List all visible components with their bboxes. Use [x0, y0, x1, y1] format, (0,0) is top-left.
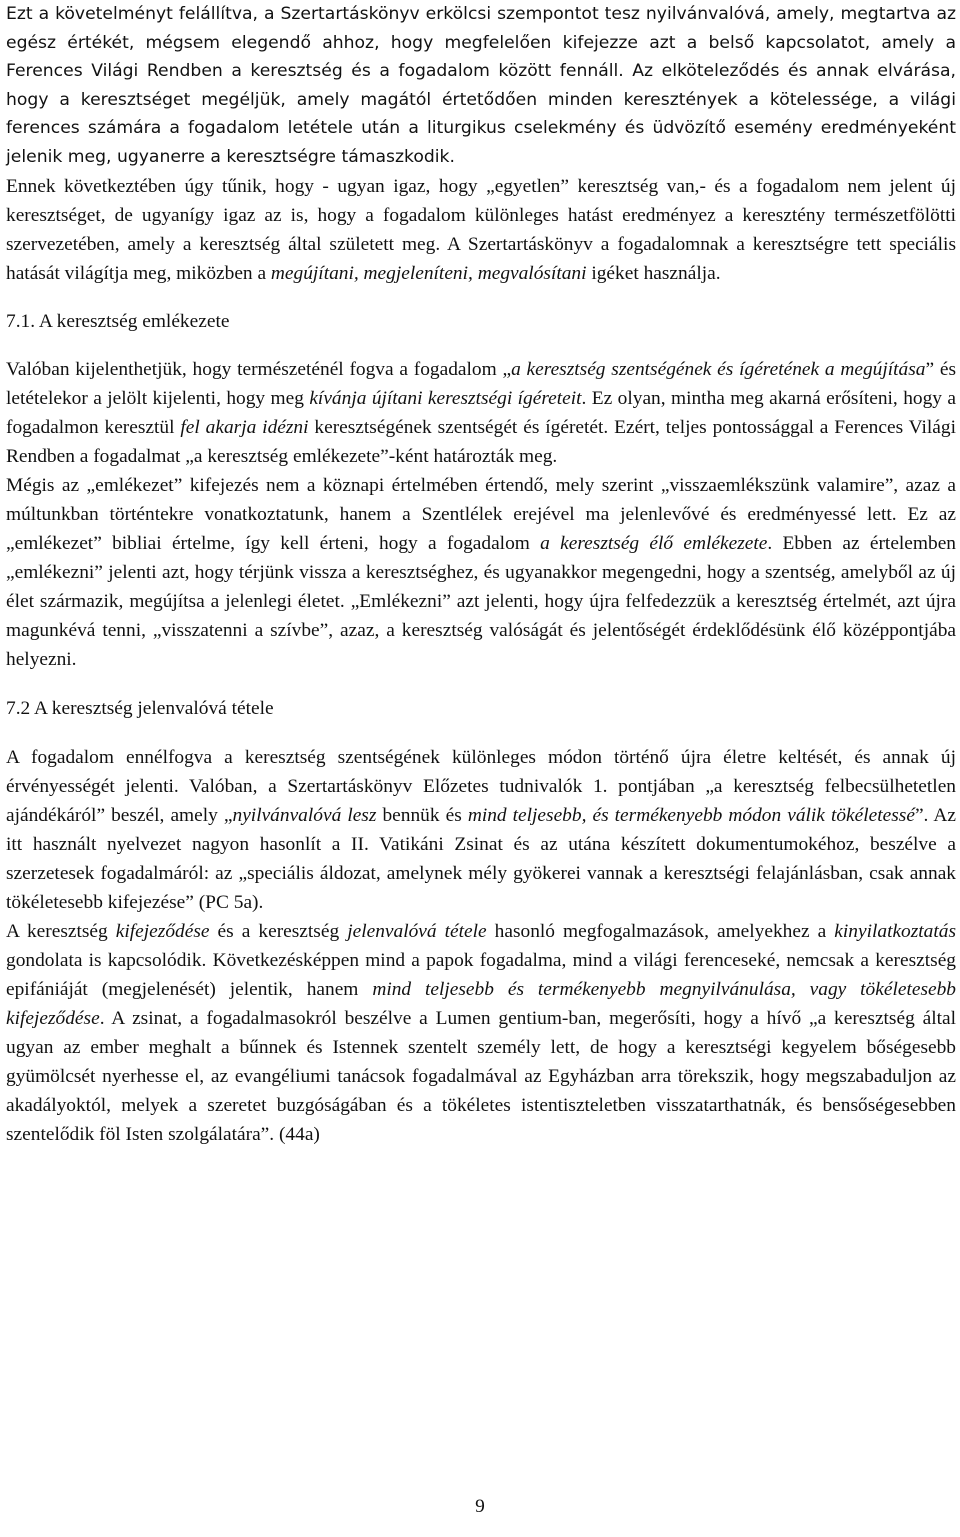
paragraph-5-text: A fogadalom ennélfogva a keresztség szentségének különleges módon történő újra életre keltését, és annak új érvényességét jelenti. Valóban, a Szertartáskönyv Előzetes tudnivalók 1. pontjában „a keresztség felbecsülhetetlen ajándékáról” beszél, amely „: [6, 746, 956, 826]
paragraph-4: [6, 471, 956, 674]
paragraph-6-text-3: hasonló megfogalmazások, amelyekhez a: [486, 920, 835, 942]
paragraph-5-text-3: ”. Az itt használt nyelvezet nagyon hasonlít a II. Vatikáni Zsinat és az utána készített dokumentumokéhoz, beszélve a szerzetesek fogadalmáról: az „speciális áldozat, amelynek mély gyökerei vannak a keresztségi felajánlásban, csak annak tökéletesebb kifejezése” (PC 5a).: [6, 804, 957, 913]
paragraph-3-text-2: ” és letételekor a jelölt kijelenti, hogy meg: [6, 358, 957, 409]
paragraph-6-italic-3: kinyilatkoztatás: [834, 920, 957, 942]
paragraph-6-italic-1: kifejeződése: [115, 920, 210, 942]
section-heading-7-1: 7.1. A keresztség emlékezete: [6, 310, 230, 332]
document-page: [6, 0, 956, 1149]
paragraph-3-italic-1: a keresztség szentségének és ígéretének a megújítása: [511, 358, 926, 380]
paragraph-1: [6, 0, 956, 172]
section-heading-7-2: 7.2 A keresztség jelenvalóvá tétele: [6, 697, 274, 719]
paragraph-2: [6, 172, 956, 288]
paragraph-2-text: Ennek következtében úgy tűnik, hogy - ugyan igaz, hogy „egyetlen” keresztség van,- és a fogadalom nem jelent új keresztséget, de ugyanígy igaz az is, hogy a fogadalom különleges hatást eredményez a keresztény természetfölötti szervezetében, amely a keresztség által született meg. A Szertartáskönyv a fogadalomnak a keresztségre tett speciális hatását világítja meg, miközben a: [6, 175, 956, 284]
paragraph-4-text: Mégis az „emlékezet” kifejezés nem a köznapi értelmében értendő, mely szerint „visszaemlékszünk valamire”, azaz a múltunkban történtekre vonatkoztatunk, hanem a Szentlélek erejével ma jelenlevővé és eredményessé lett. Ez az „emlékezet” bibliai értelme, így kell érteni, hogy a fogadalom: [6, 474, 956, 554]
paragraph-6-text-2: és a keresztség: [209, 920, 348, 942]
paragraph-4-italic: a keresztség élő emlékezete: [540, 532, 768, 554]
paragraph-3-italic-2: kívánja újítani keresztségi ígéreteit: [309, 387, 582, 409]
paragraph-3-text: Valóban kijelenthetjük, hogy természeténél fogva a fogadalom „: [6, 358, 512, 380]
paragraph-6-italic-4: mind teljesebb és termékenyebb megnyilvánulása, vagy tökéletesebb kifejeződése: [6, 978, 957, 1029]
page-number: 9: [475, 1496, 485, 1517]
paragraph-5-text-2: bennük és: [376, 804, 468, 826]
paragraph-6-text-5: . A zsinat, a fogadalmasokról beszélve a Lumen gentium-ban, megerősíti, hogy a hívő „a keresztség által ugyan az ember meghalt a bűnnek és Istennek szentelt személy lett, de hogy a keresztségi kegyelem bőségesebb gyümölcsét nyerhesse el, az evangéliumi tanácsok fogadalmával az Egyházban arra törekszik, hogy megszabaduljon az akadályoktól, melyek a szeretet buzgóságában és a tökéletes istentiszteletben visszatarthatnák, és bensőségesebben szentelődik föl Isten szolgálatára”. (44a): [6, 1007, 956, 1145]
paragraph-5: [6, 743, 956, 917]
paragraph-3: [6, 355, 956, 471]
paragraph-6-text: A keresztség: [6, 920, 116, 942]
paragraph-2-text-end: igéket használja.: [586, 262, 721, 284]
paragraph-3-text-4: keresztségének szentségét és ígéretét. Ezért, teljes pontossággal a Ferences Világi Rendben a fogadalmat „a keresztség emlékezete”-ként határozták meg.: [6, 416, 956, 467]
paragraph-2-italic: megújítani, megjeleníteni, megvalósítani: [270, 262, 587, 284]
paragraph-1-text: Ezt a követelményt felállítva, a Szertartáskönyv erkölcsi szempontot tesz nyilvánvalóvá, amely, megtartva az egész értékét, mégsem elegendő ahhoz, hogy megfelelően kifejezze azt a belső kapcsolatot, amely a Ferences Világi Rendben a keresztség és a fogadalom között fennáll. Az elköteleződés és annak elvárása, hogy a keresztséget megéljük, amely magától értetődően minden keresztények a kötelessége, a világi ferences számára a fogadalom letétele után a liturgikus cselekmény és üdvözítő esemény eredményeként jelenik meg, ugyanerre a keresztségre támaszkodik.: [6, 4, 956, 167]
paragraph-6-italic-2: jelenvalóvá tétele: [347, 920, 487, 942]
paragraph-6-text-4: gondolata is kapcsolódik. Következésképpen mind a papok fogadalma, mind a világi ferenceseké, nemcsak a keresztség epifániáját (megjelenését) jelentik, hanem: [6, 949, 956, 1000]
paragraph-6: [6, 917, 956, 1149]
paragraph-3-italic-3: fel akarja idézni: [180, 416, 309, 438]
paragraph-5-italic-1: nyilvánvalóvá lesz: [232, 804, 377, 826]
paragraph-4-text-2: . Ebben az értelemben „emlékezni” jelenti azt, hogy térjünk vissza a keresztséghez, és ugyanakkor megengedni, hogy a szentség, amelyből az új élet származik, megújítsa a jelenlegi életet. „Emlékezni” azt jelenti, hogy újra felfedezzük a keresztség értelmét, azt újra magunkévá tenni, „visszatenni a szívbe”, azaz, a keresztség valóságát és jelentőségét érdeklődésünk élő középpontjába helyezni.: [6, 532, 956, 670]
paragraph-3-text-3: . Ez olyan, mintha meg akarná erősíteni, hogy a fogadalmon keresztül: [6, 387, 957, 438]
paragraph-5-italic-2: mind teljesebb, és termékenyebb módon válik tökéletessé: [467, 804, 915, 826]
